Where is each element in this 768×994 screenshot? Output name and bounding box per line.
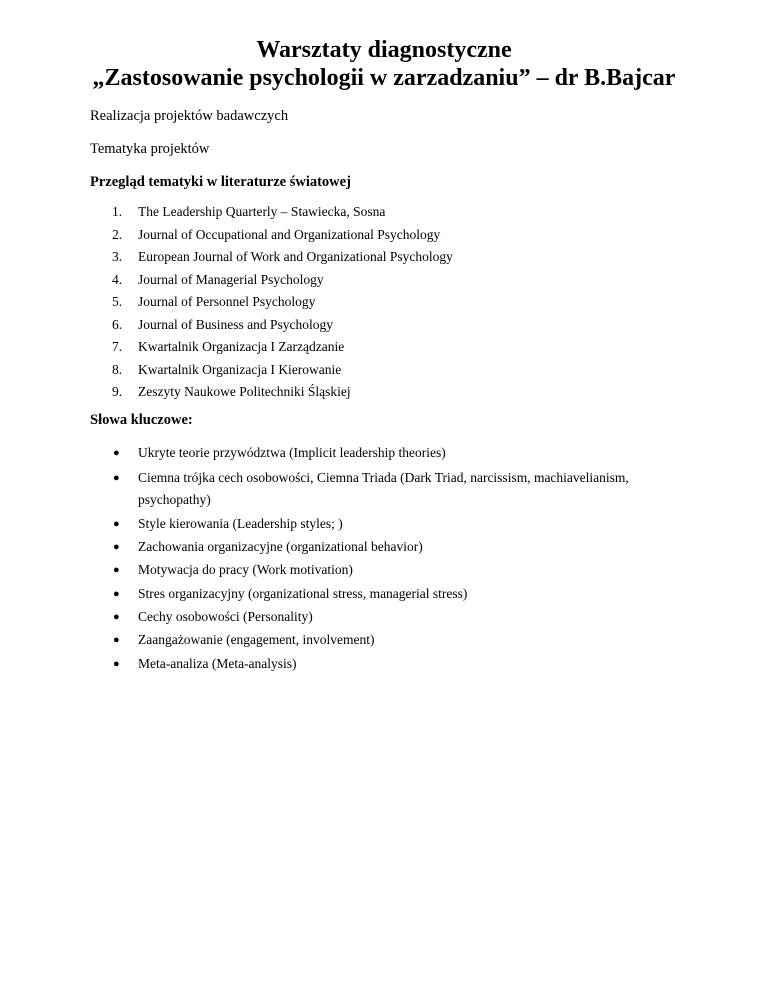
list-number: 3. bbox=[112, 249, 123, 264]
keyword-text: Cechy osobowości (Personality) bbox=[138, 609, 313, 624]
journal-title: Journal of Managerial Psychology bbox=[138, 272, 324, 287]
bullet-icon: ● bbox=[113, 518, 120, 530]
keyword-text: Zaangażowanie (engagement, involvement) bbox=[138, 632, 375, 647]
journal-list-item bbox=[0, 202, 768, 222]
journal-list-item bbox=[0, 270, 768, 290]
bullet-icon: ● bbox=[113, 447, 120, 459]
keyword-text: Motywacja do pracy (Work motivation) bbox=[138, 562, 353, 577]
keyword-text: Zachowania organizacyjne (organizational behavior) bbox=[138, 539, 423, 554]
keyword-text: Style kierowania (Leadership styles; ) bbox=[138, 516, 343, 531]
paragraph-project-topics: Tematyka projektów bbox=[90, 141, 210, 157]
keyword-text: Stres organizacyjny (organizational stress, managerial stress) bbox=[138, 586, 468, 601]
keyword-text: Ukryte teorie przywództwa (Implicit leadership theories) bbox=[138, 445, 446, 460]
journal-title: Journal of Occupational and Organizational Psychology bbox=[138, 227, 441, 242]
journal-list-item bbox=[0, 225, 768, 245]
journal-list-item bbox=[0, 382, 768, 402]
list-number: 1. bbox=[112, 204, 123, 219]
document-title-line2: „Zastosowanie psychologii w zarzadzaniu” – dr B.Bajcar bbox=[92, 65, 676, 91]
paragraph-research-projects: Realizacja projektów badawczych bbox=[90, 108, 289, 124]
journal-title: The Leadership Quarterly – Stawiecka, Sosna bbox=[138, 204, 386, 219]
bullet-icon: ● bbox=[113, 564, 120, 576]
journal-title: Journal of Business and Psychology bbox=[138, 317, 333, 332]
keyword-text: Ciemna trójka cech osobowości, Ciemna Triada (Dark Triad, narcissism, machiavelianism, bbox=[138, 470, 629, 485]
journal-list-item bbox=[0, 360, 768, 380]
bullet-icon: ● bbox=[113, 472, 120, 484]
list-number: 6. bbox=[112, 317, 123, 332]
list-number: 9. bbox=[112, 384, 123, 399]
journal-title: European Journal of Work and Organizational Psychology bbox=[138, 249, 453, 264]
bullet-icon: ● bbox=[113, 588, 120, 600]
journal-list-item bbox=[0, 292, 768, 312]
keyword-text: Meta-analiza (Meta-analysis) bbox=[138, 656, 297, 671]
list-number: 8. bbox=[112, 362, 123, 377]
list-number: 2. bbox=[112, 227, 123, 242]
document-title-line1: Warsztaty diagnostyczne bbox=[256, 37, 512, 63]
journal-title: Kwartalnik Organizacja I Kierowanie bbox=[138, 362, 342, 377]
bullet-icon: ● bbox=[113, 611, 120, 623]
list-number: 4. bbox=[112, 272, 123, 287]
bullet-icon: ● bbox=[113, 541, 120, 553]
journal-title: Kwartalnik Organizacja I Zarządzanie bbox=[138, 339, 345, 354]
journal-list-item bbox=[0, 337, 768, 357]
journal-list-item bbox=[0, 247, 768, 267]
bullet-icon: ● bbox=[113, 658, 120, 670]
bullet-icon: ● bbox=[113, 634, 120, 646]
journal-title: Zeszyty Naukowe Politechniki Śląskiej bbox=[138, 384, 351, 399]
journal-title: Journal of Personnel Psychology bbox=[138, 294, 316, 309]
keyword-text-continuation: psychopathy) bbox=[138, 492, 211, 507]
section-heading-keywords: Słowa kluczowe: bbox=[90, 412, 193, 428]
section-heading-literature: Przegląd tematyki w literaturze światowej bbox=[90, 174, 351, 190]
journal-list-item bbox=[0, 315, 768, 335]
list-number: 5. bbox=[112, 294, 123, 309]
list-number: 7. bbox=[112, 339, 123, 354]
